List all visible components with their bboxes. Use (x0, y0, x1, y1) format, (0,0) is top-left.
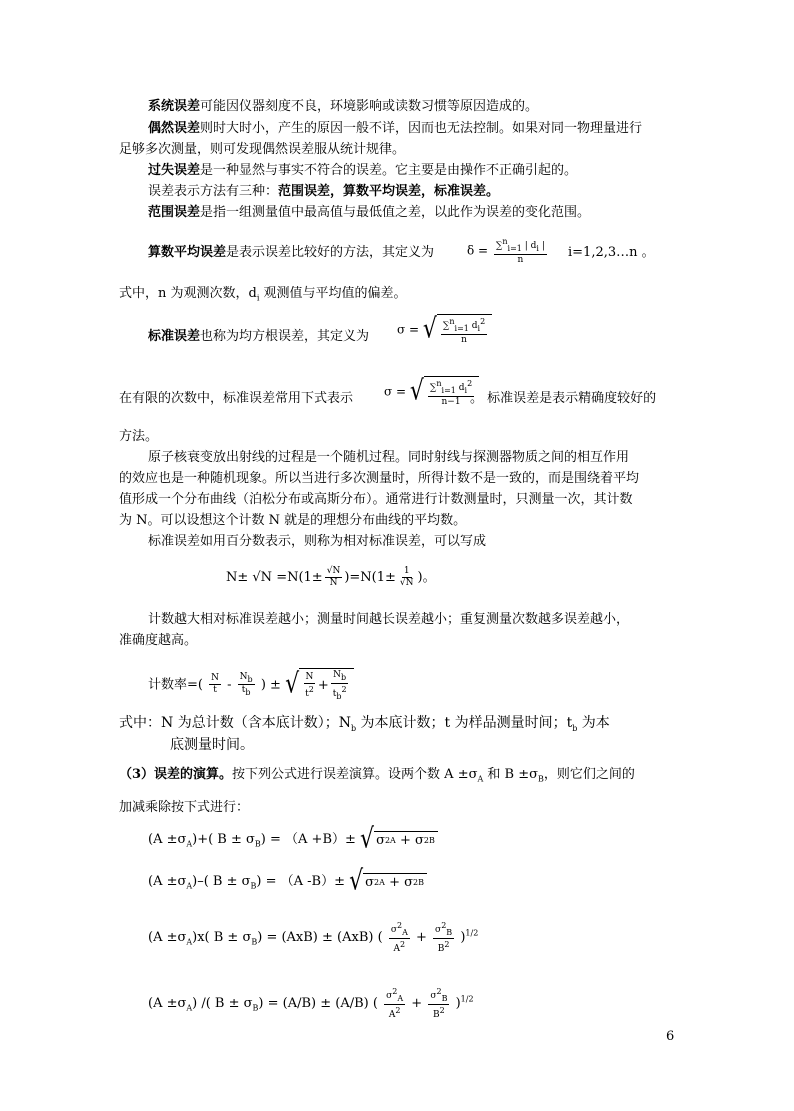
methods-intro: 误差表示方法有三种： (148, 184, 279, 199)
calc-line-1: （3）误差的演算。按下列公式进行误差演算。设两个数 $A \pm\sigma_A$ 和 $B \pm\sigma_B$，则它们之间的 (119, 767, 635, 784)
subtraction-formula: $(A \pm\sigma_A)-$( $B \pm \sigma_B) = (A$ -B）± √ σ 2 A + σ 2 B (148, 870, 427, 893)
multiplication-formula: $(A \pm\sigma_A)x$( $B \pm \sigma_B) = (AxB) \pm (AxB)$ ( $\frac{\sigma^2_A}{A^2}$ + $\frac{\sigma^2_B}{B^2}$ )$^{1/2}$ (148, 921, 479, 954)
where-line-1: 式中：N 为总计数（含本底计数）；$N_b$ 为本底计数；t 为样品测量时间；$t_b$ 为本 (119, 715, 610, 733)
mean-error-formula: δ = $\frac{\sum^n_{i=1} | d_i |}{n}$ (467, 237, 545, 265)
random-error-line-2: 足够多次测量，则可发现偶然误差服从统计规律。 (119, 142, 406, 157)
finite-line-end: 方法。 (119, 429, 159, 444)
division-formula: $(A \pm\sigma_A)$ /( $B \pm \sigma_B) = (A/B) \pm (A/B)$ ( $\frac{\sigma^2_A}{A^2}$ + $\frac{\sigma^2_B}{B^2}$ )$^{1/2}$ (148, 987, 474, 1020)
std-error-formula: σ = √ $\frac{\sum^n_{i=1} d_i^2}{n}$ (397, 314, 492, 346)
mean-note-line: 式中，n 为观测次数，$d_i$ 观测值与平均值的偏差。 (119, 286, 407, 303)
random-error-text-1: 则时大时小，产生的原因一般不详，因而也无法控制。如果对同一物理量进行 (200, 121, 643, 136)
term-gross-error: 过失误差 (148, 163, 201, 178)
finite-line: 在有限的次数中，标准误差常用下式表示 (119, 391, 354, 406)
gross-error-line (148, 162, 577, 180)
term-mean-error: 算数平均误差 (148, 245, 227, 260)
page-number: 6 (666, 1029, 675, 1044)
term-random-error: 偶然误差 (148, 121, 201, 136)
relative-std-line: 标准误差如用百分数表示，则称为相对标准误差，可以写成 (148, 534, 487, 549)
finite-line-tail: 。 标准误差是表示精确度较好的 (470, 391, 657, 406)
decay-line-4: 为 N。可以设想这个计数 N 就是的理想分布曲线的平均数。 (119, 513, 467, 528)
mean-error-line (148, 244, 434, 262)
term-std-error: 标准误差 (148, 329, 201, 344)
addition-formula: $(A \pm\sigma_A)+$( $B \pm \sigma_B) = (A +B)\pm$ √ σ 2 A + σ 2 B (148, 828, 438, 851)
mean-error-fraction: $\frac{\sum^n_{i=1} | d_i |}{n}$ (495, 237, 545, 265)
mean-index-range: i=1,2,3…n 。 (568, 245, 655, 260)
systematic-error-line (148, 98, 538, 116)
decay-line-2: 的效应也是一种随机现象。所以当进行多次测量时，所得计数不是一致的，而是围绕着平均 (119, 471, 640, 486)
gross-error-text: 是一种显然与事实不符合的误差。它主要是由操作不正确引起的。 (200, 163, 578, 178)
calc-line-2: 加减乘除按下式进行： (119, 800, 250, 815)
where-line-2: 底测量时间。 (170, 737, 254, 753)
relative-std-formula: N± √N =N(1± $\frac{√N}{N}$ )=N(1± $\frac{1}{√N}$ )。 (226, 566, 436, 588)
count-line-2: 准确度越高。 (119, 633, 198, 648)
range-error-text: 是指一组测量值中最高值与最低值之差，以此作为误差的变化范围。 (200, 205, 591, 220)
methods-list: 范围误差，算数平均误差，标准误差。 (278, 184, 500, 199)
finite-std-formula: σ = √ $\frac{\sum^n_{i=1} d_i^2}{n-1}$ (384, 376, 479, 408)
count-line-1: 计数越大相对标准误差越小；测量时间越长误差越小；重复测量次数越多误差越小， (148, 612, 630, 627)
decay-line-1: 原子核衰变放出射线的过程是一个随机过程。同时射线与探测器物质之间的相互作用 (148, 450, 630, 465)
std-error-text: 也称为均方根误差，其定义为 (200, 329, 370, 344)
systematic-error-text: 可能因仪器刻度不良，环境影响或读数习惯等原因造成的。 (200, 99, 539, 114)
decay-line-3: 值形成一个分布曲线（泊松分布或高斯分布）。通常进行计数测量时，只测量一次，其计数 (119, 492, 633, 507)
random-error-line-1 (148, 120, 642, 138)
term-systematic-error: 系统误差 (148, 99, 201, 114)
mean-error-text: 是表示误差比较好的方法，其定义为 (226, 245, 435, 260)
count-rate-formula: 计数率=( $\frac{N}{t}$ - $\frac{N_b}{t_b}$ ) ± √ $\frac{N}{t^2}$ + $\frac{N_b}{t_b^2}$ (148, 668, 354, 702)
methods-line (148, 183, 499, 201)
std-error-line (148, 328, 369, 346)
term-range-error: 范围误差 (148, 205, 201, 220)
calc-heading: （3）误差的演算。 (119, 767, 233, 782)
range-error-line (148, 204, 590, 222)
